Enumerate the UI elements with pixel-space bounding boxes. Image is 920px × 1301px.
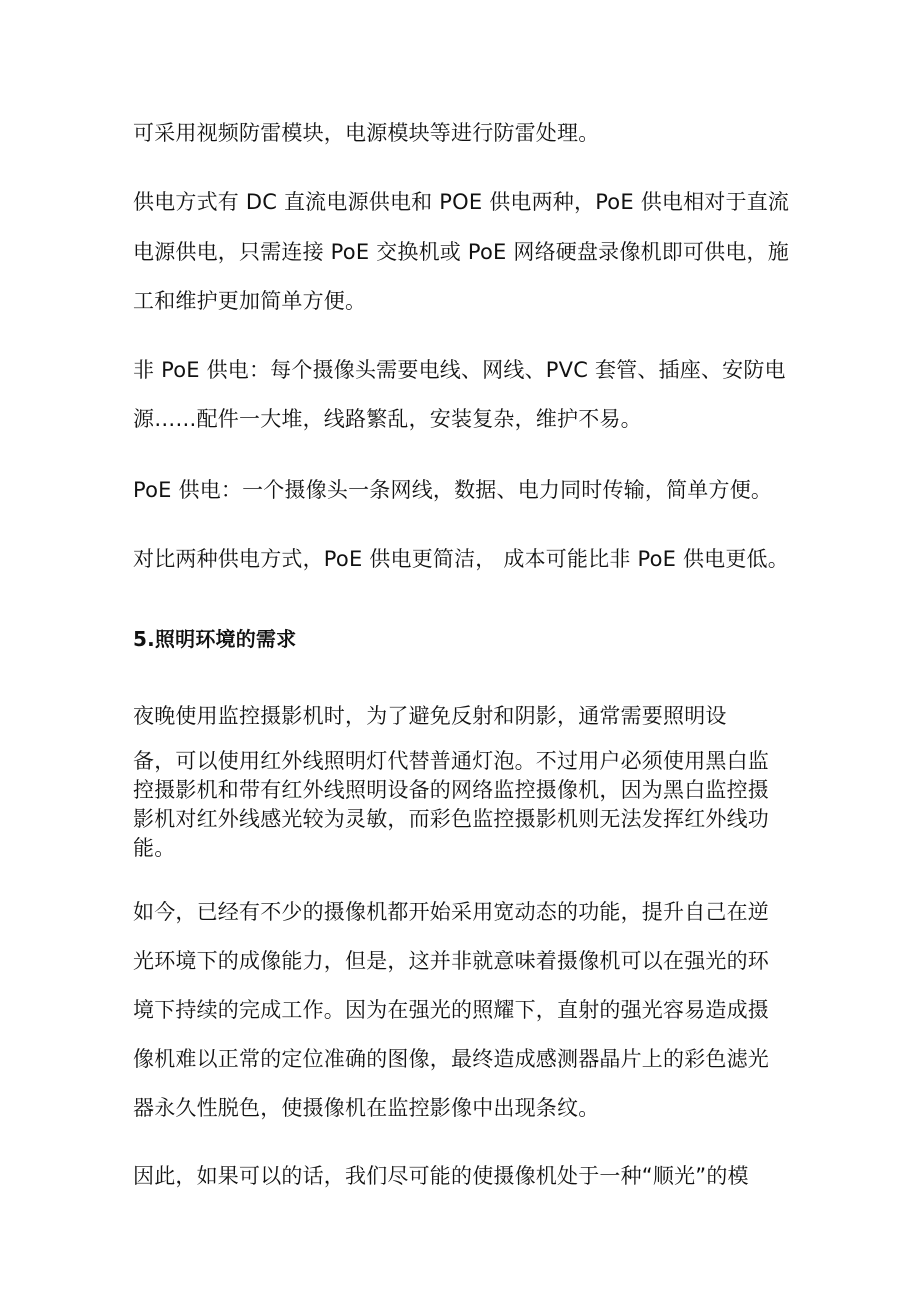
- paragraph-compare-line-1: 对比两种供电方式，PoE 供电更简洁， 成本可能比非 PoE 供电更低。: [133, 547, 789, 571]
- paragraph-poe-line-1: PoE 供电：一个摄像头一条网线，数据、电力同时传输，简单方便。: [133, 478, 773, 502]
- paragraph-wdr-line-1: 如今，已经有不少的摄像机都开始采用宽动态的功能，提升自己在逆: [133, 900, 769, 924]
- paragraph-lighting-line-1: 夜晚使用监控摄影机时，为了避免反射和阴影，通常需要照明设: [133, 704, 727, 728]
- section-heading: 5.照明环境的需求: [133, 627, 297, 651]
- paragraph-lighting-line-5: 能。: [133, 836, 176, 860]
- paragraph-conclusion-line-1: 因此，如果可以的话，我们尽可能的使摄像机处于一种“顺光”的模: [133, 1164, 749, 1188]
- paragraph-wdr-line-3: 境下持续的完成工作。因为在强光的照耀下，直射的强光容易造成摄: [133, 998, 769, 1022]
- paragraph-wdr-line-2: 光环境下的成像能力，但是，这并非就意味着摄像机可以在强光的环: [133, 949, 769, 973]
- paragraph-non-poe-line-2: 源……配件一大堆，线路繁乱，安装复杂，维护不易。: [133, 407, 642, 431]
- paragraph-lighting-line-3: 控摄影机和带有红外线照明设备的网络监控摄像机，因为黑白监控摄: [133, 778, 769, 802]
- paragraph-power-line-1: 供电方式有 DC 直流电源供电和 POE 供电两种，PoE 供电相对于直流: [133, 190, 790, 214]
- paragraph-lighting-line-4: 影机对红外线感光较为灵敏，而彩色监控摄影机则无法发挥红外线功: [133, 807, 769, 831]
- paragraph-non-poe-line-1: 非 PoE 供电：每个摄像头需要电线、网线、PVC 套管、插座、安防电: [133, 358, 786, 382]
- paragraph-power-line-3: 工和维护更加简单方便。: [133, 289, 367, 313]
- paragraph-power-line-2: 电源供电，只需连接 PoE 交换机或 PoE 网络硬盘录像机即可供电，施: [133, 240, 789, 264]
- paragraph-lightning-line-1: 可采用视频防雷模块，电源模块等进行防雷处理。: [133, 121, 600, 145]
- paragraph-lighting-line-2: 备，可以使用红外线照明灯代替普通灯泡。不过用户必须使用黑白监: [133, 749, 769, 773]
- paragraph-wdr-line-4: 像机难以正常的定位准确的图像，最终造成感测器晶片上的彩色滤光: [133, 1047, 769, 1071]
- paragraph-wdr-line-5: 器永久性脱色，使摄像机在监控影像中出现条纹。: [133, 1096, 600, 1120]
